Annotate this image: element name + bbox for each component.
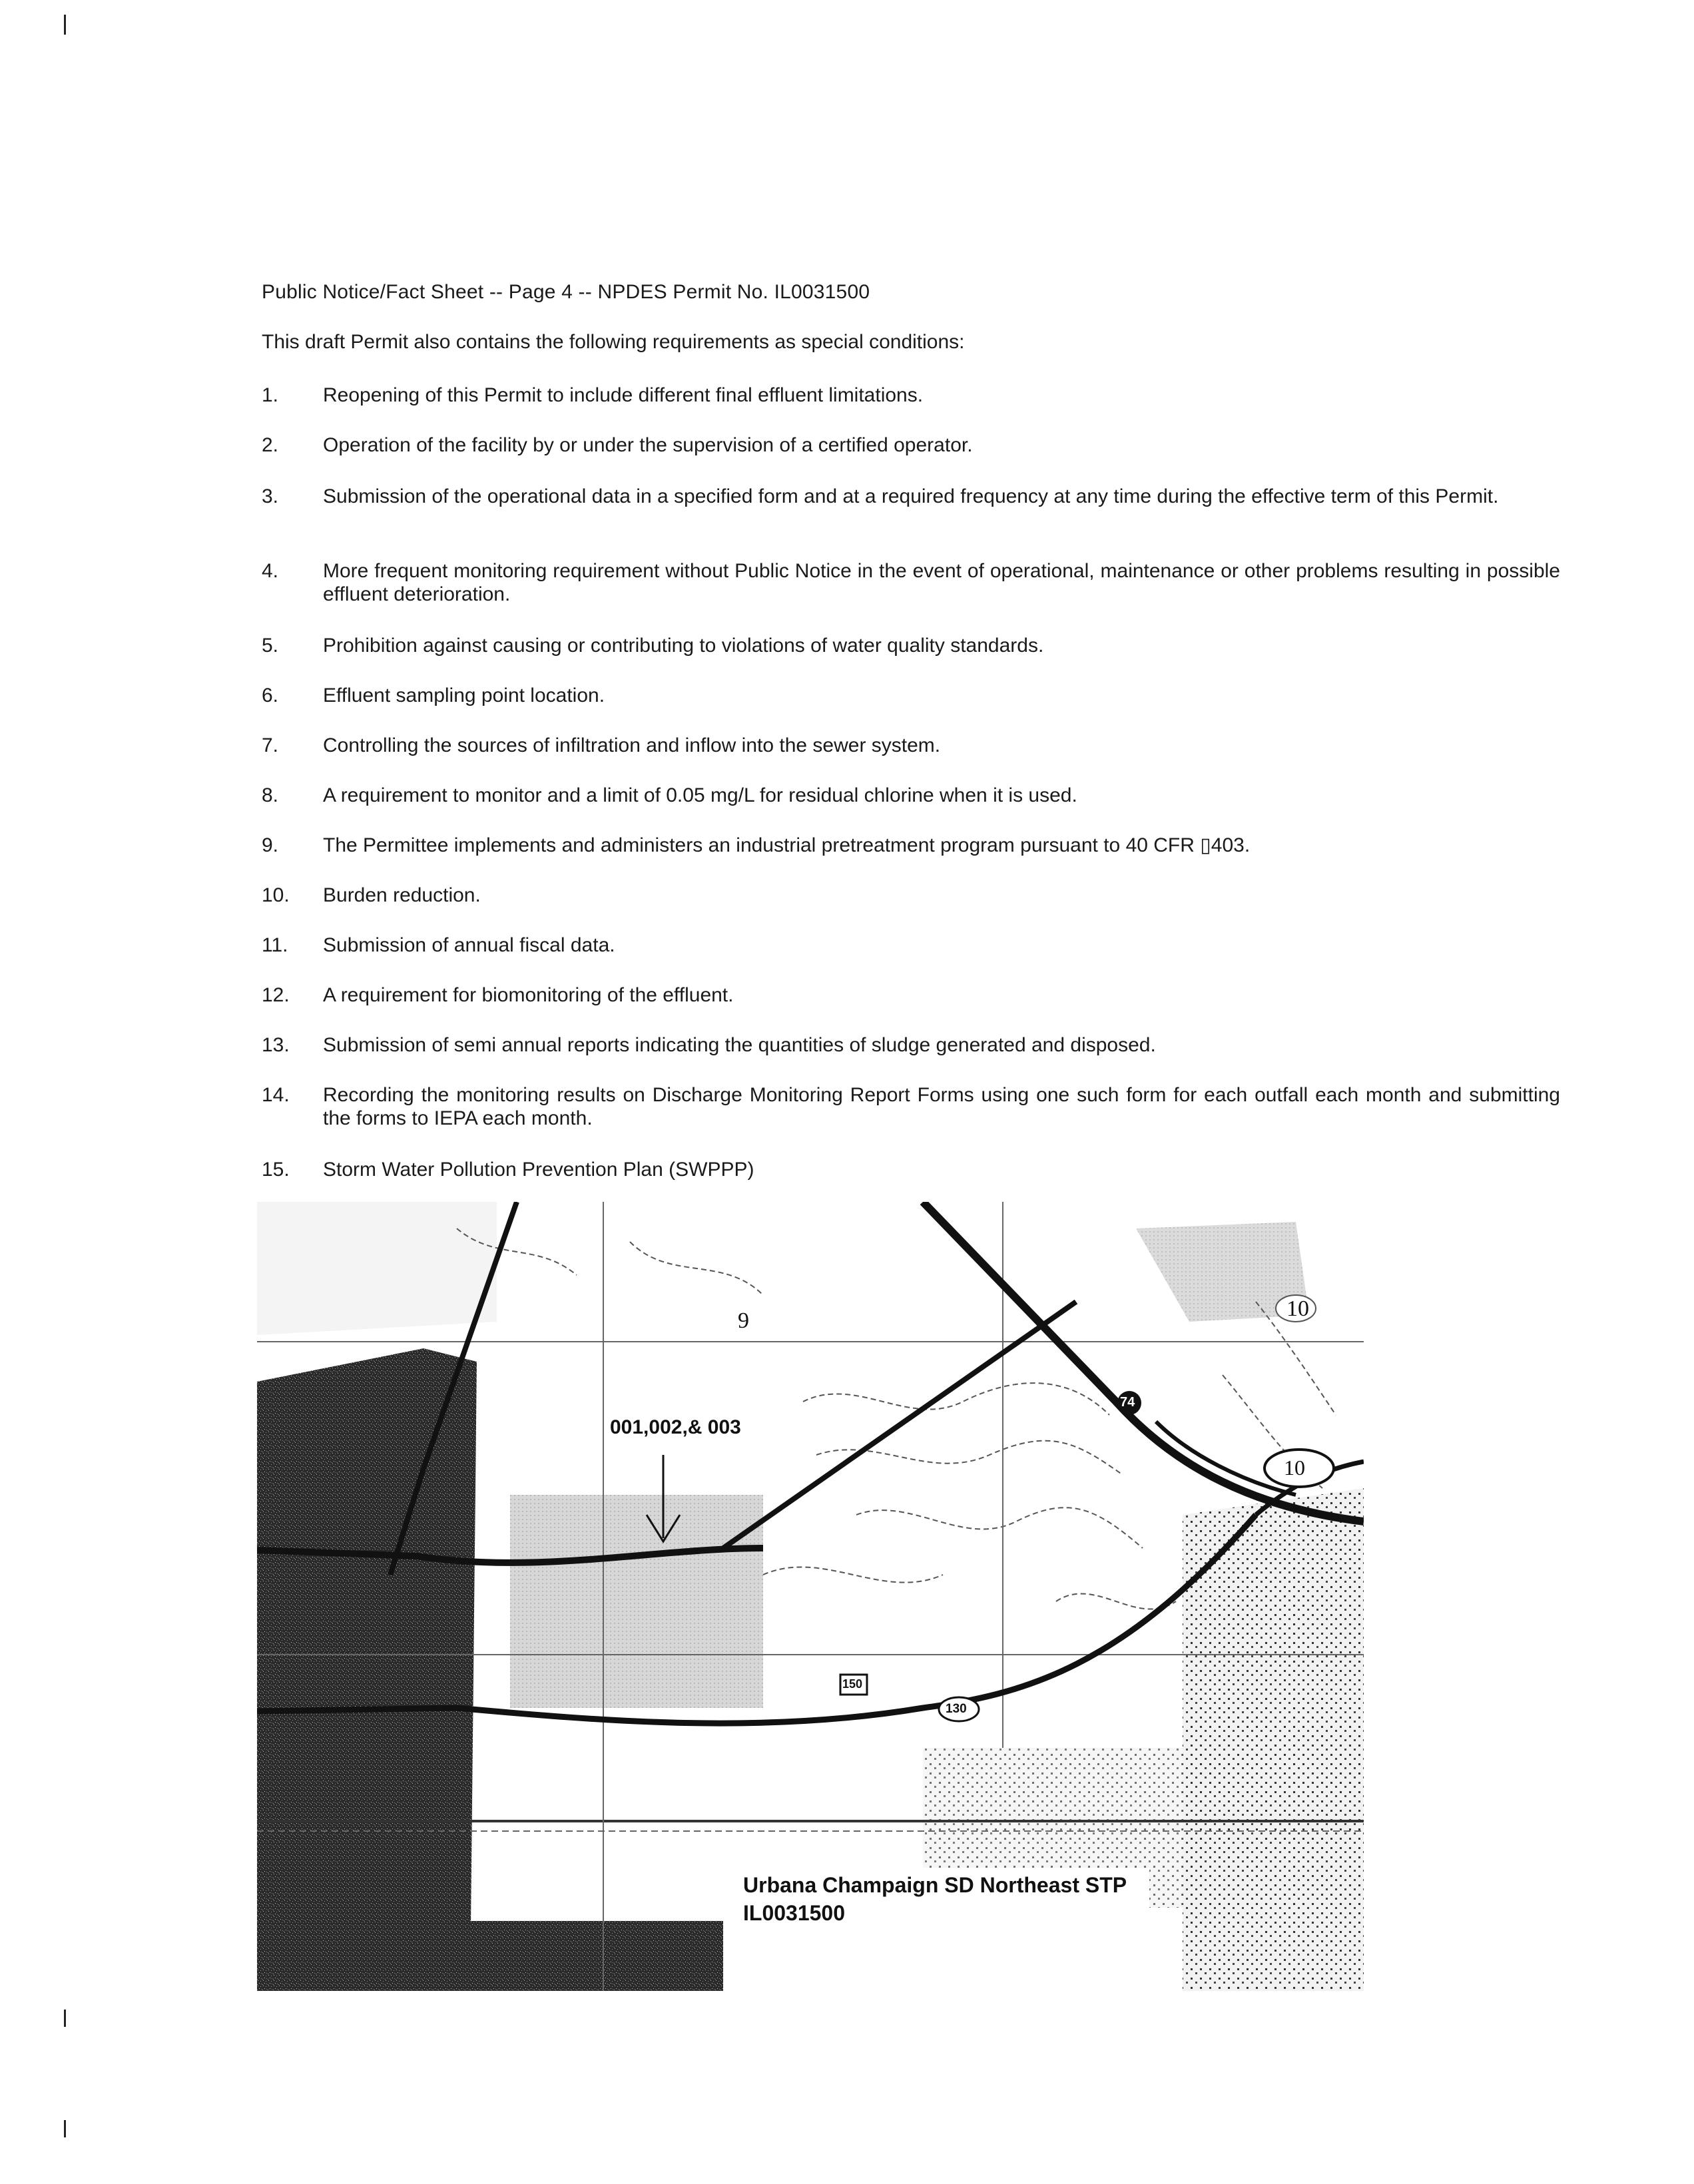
item-text: Prohibition against causing or contributing to violations of water quality standards.: [323, 635, 1044, 657]
item-number: 3.: [262, 485, 279, 507]
item-text: Burden reduction.: [323, 884, 481, 906]
item-text: The Permittee implements and administers an industrial pretreatment program pursuant to 40 CFR ▯403.: [323, 834, 1251, 856]
item-number: 11.: [262, 934, 288, 956]
item-number: 7.: [262, 734, 279, 756]
location-map: [257, 1202, 1364, 1991]
item-text: A requirement for biomonitoring of the effluent.: [323, 984, 734, 1006]
item-number: 12.: [262, 984, 290, 1006]
facility-name: Urbana Champaign SD Northeast STP: [743, 1873, 1127, 1897]
item-number: 5.: [262, 635, 279, 657]
section-10-label: 10: [1286, 1296, 1309, 1321]
scan-mark-top: [64, 15, 66, 35]
item-number: 2.: [262, 434, 279, 456]
item-number: 6.: [262, 684, 279, 706]
item-text: Submission of annual fiscal data.: [323, 934, 615, 956]
scan-mark-mid: [64, 2010, 66, 2027]
route-10-label: 10: [1284, 1456, 1305, 1480]
intro-text: This draft Permit also contains the following requirements as special conditions:: [262, 331, 965, 353]
outfall-label: 001,002,& 003: [610, 1416, 741, 1438]
item-text: Reopening of this Permit to include different final effluent limitations.: [323, 384, 924, 406]
item-text: Effluent sampling point location.: [323, 684, 605, 706]
item-text: Submission of the operational data in a specified form and at a required frequency at any time during the effective term of this Permit.: [323, 485, 1499, 507]
item-text: Recording the monitoring results on Discharge Monitoring Report Forms using one such form for each outfall each month and submitting the forms to IEPA each month.: [323, 1084, 1560, 1129]
item-text: Operation of the facility by or under the supervision of a certified operator.: [323, 434, 973, 456]
item-number: 4.: [262, 560, 279, 582]
item-number: 15.: [262, 1159, 290, 1181]
item-number: 13.: [262, 1034, 290, 1056]
section-9-label: 9: [738, 1308, 749, 1333]
item-text: Submission of semi annual reports indicating the quantities of sludge generated and disposed.: [323, 1034, 1156, 1056]
item-text: Storm Water Pollution Prevention Plan (SWPPP): [323, 1159, 754, 1181]
route-74-label: 74: [1120, 1395, 1135, 1410]
route-130-label: 130: [946, 1702, 967, 1716]
item-text: Controlling the sources of infiltration and inflow into the sewer system.: [323, 734, 941, 756]
item-number: 1.: [262, 384, 279, 406]
item-text: A requirement to monitor and a limit of 0.05 mg/L for residual chlorine when it is used.: [323, 784, 1077, 806]
route-150-label: 150: [842, 1677, 863, 1691]
map-permit-number: IL0031500: [743, 1901, 846, 1925]
urban-shading: [257, 1348, 477, 1991]
page-header: Public Notice/Fact Sheet -- Page 4 -- NPDES Permit No. IL0031500: [262, 281, 870, 303]
item-number: 9.: [262, 834, 279, 856]
item-number: 14.: [262, 1084, 290, 1106]
plant-area: [510, 1495, 763, 1708]
item-number: 10.: [262, 884, 290, 906]
item-text: More frequent monitoring requirement without Public Notice in the event of operational, maintenance or other problems resulting in possible effluent deterioration.: [323, 560, 1560, 605]
item-number: 8.: [262, 784, 279, 806]
scan-mark-bottom: [64, 2120, 66, 2137]
